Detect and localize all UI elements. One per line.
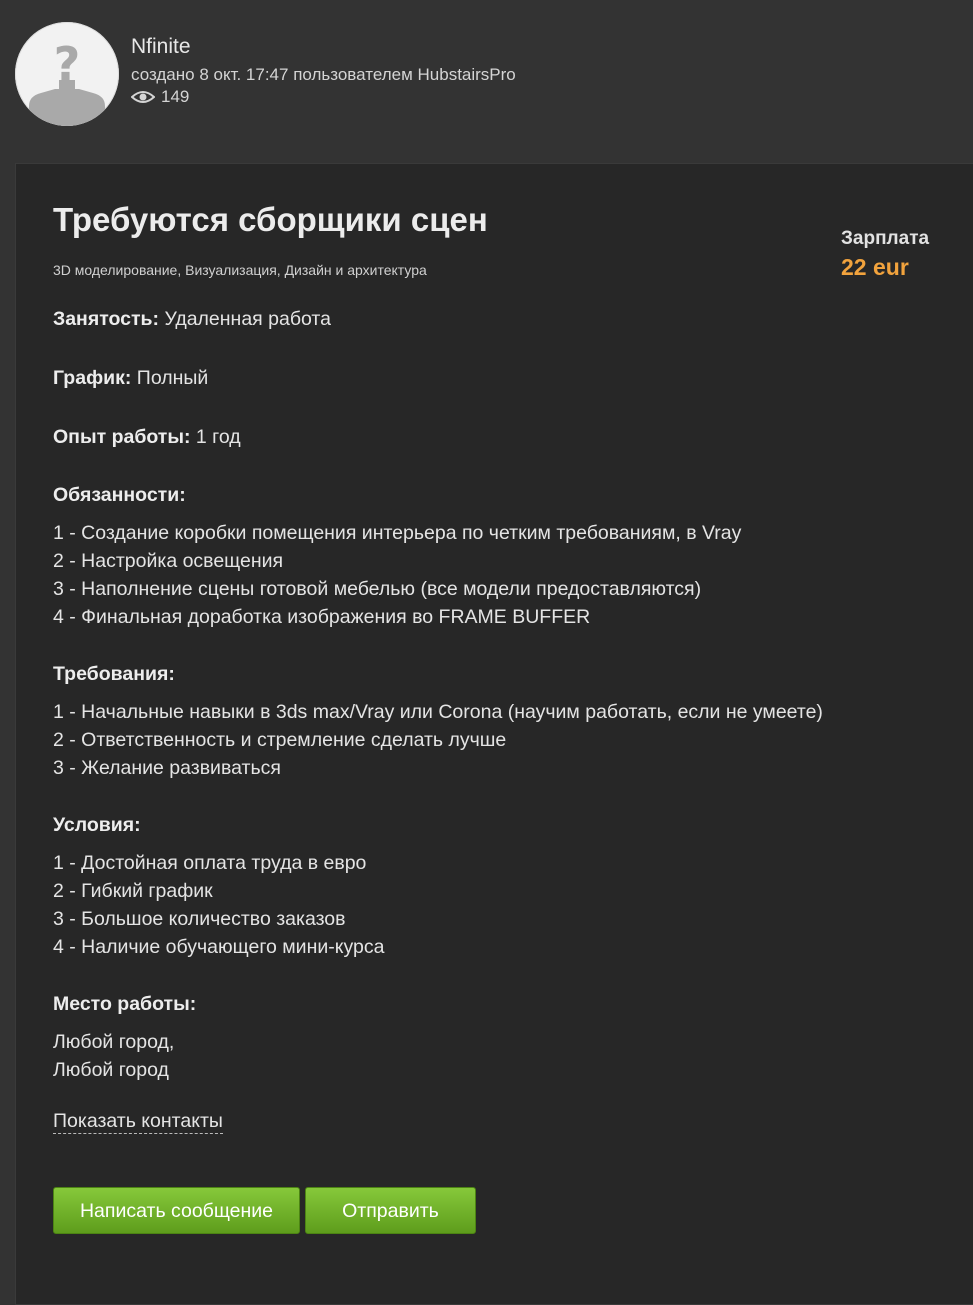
experience-field bbox=[53, 423, 933, 451]
author-name[interactable]: Nfinite bbox=[131, 35, 191, 58]
schedule-field bbox=[53, 364, 933, 392]
requirements-list bbox=[53, 698, 933, 782]
salary-label: Зарплата bbox=[841, 228, 930, 249]
experience-value: 1 год bbox=[195, 426, 241, 448]
employment-field bbox=[53, 305, 933, 333]
experience-label: Опыт работы: bbox=[53, 426, 191, 448]
schedule-label: График: bbox=[53, 367, 132, 389]
location-lines bbox=[53, 1028, 933, 1084]
vacancy-title: Требуются сборщики сцен bbox=[53, 201, 488, 238]
salary-block bbox=[841, 228, 929, 281]
author-block bbox=[131, 34, 516, 107]
list-item: 2 - Настройка освещения bbox=[53, 550, 284, 572]
vacancy-content bbox=[53, 305, 933, 1084]
duties-heading: Обязанности: bbox=[53, 484, 186, 506]
employment-value: Удаленная работа bbox=[164, 308, 331, 330]
placeholder-avatar-icon bbox=[15, 22, 119, 126]
duties-list bbox=[53, 519, 933, 631]
show-contacts-link[interactable]: Показать контакты bbox=[53, 1110, 223, 1132]
location-line: Любой город bbox=[53, 1059, 169, 1081]
list-item: 1 - Создание коробки помещения интерьера по четким требованиям, в Vray bbox=[53, 522, 742, 544]
salary-value: 22 eur bbox=[841, 254, 909, 280]
requirements-heading: Требования: bbox=[53, 663, 175, 685]
write-message-button[interactable]: Написать сообщение bbox=[53, 1187, 300, 1234]
location-line: Любой город, bbox=[53, 1031, 175, 1053]
list-item: 2 - Гибкий график bbox=[53, 880, 213, 902]
list-item: 4 - Финальная доработка изображения во FRAME BUFFER bbox=[53, 606, 591, 628]
list-item: 1 - Достойная оплата труда в евро bbox=[53, 852, 367, 874]
views-counter bbox=[131, 87, 516, 107]
post-header bbox=[0, 0, 973, 162]
post-meta: создано 8 окт. 17:47 пользователем HubstairsPro bbox=[131, 65, 516, 84]
eye-icon bbox=[131, 90, 155, 104]
location-heading: Место работы: bbox=[53, 993, 197, 1015]
vacancy-card bbox=[15, 163, 973, 1305]
list-item: 1 - Начальные навыки в 3ds max/Vray или Corona (научим работать, если не умеете) bbox=[53, 701, 823, 723]
conditions-heading: Условия: bbox=[53, 814, 141, 836]
vacancy-categories: 3D моделирование, Визуализация, Дизайн и архитектура bbox=[53, 262, 427, 278]
views-count: 149 bbox=[161, 87, 190, 106]
conditions-list bbox=[53, 849, 933, 961]
list-item: 3 - Большое количество заказов bbox=[53, 908, 346, 930]
list-item: 3 - Наполнение сцены готовой мебелью (все модели предоставляются) bbox=[53, 578, 702, 600]
employment-label: Занятость: bbox=[53, 308, 160, 330]
avatar[interactable] bbox=[15, 22, 119, 126]
list-item: 3 - Желание развиваться bbox=[53, 757, 281, 779]
list-item: 4 - Наличие обучающего мини-курса bbox=[53, 936, 385, 958]
send-button[interactable]: Отправить bbox=[305, 1187, 476, 1234]
svg-text:?: ? bbox=[53, 37, 81, 91]
schedule-value: Полный bbox=[136, 367, 209, 389]
list-item: 2 - Ответственность и стремление сделать лучше bbox=[53, 729, 507, 751]
